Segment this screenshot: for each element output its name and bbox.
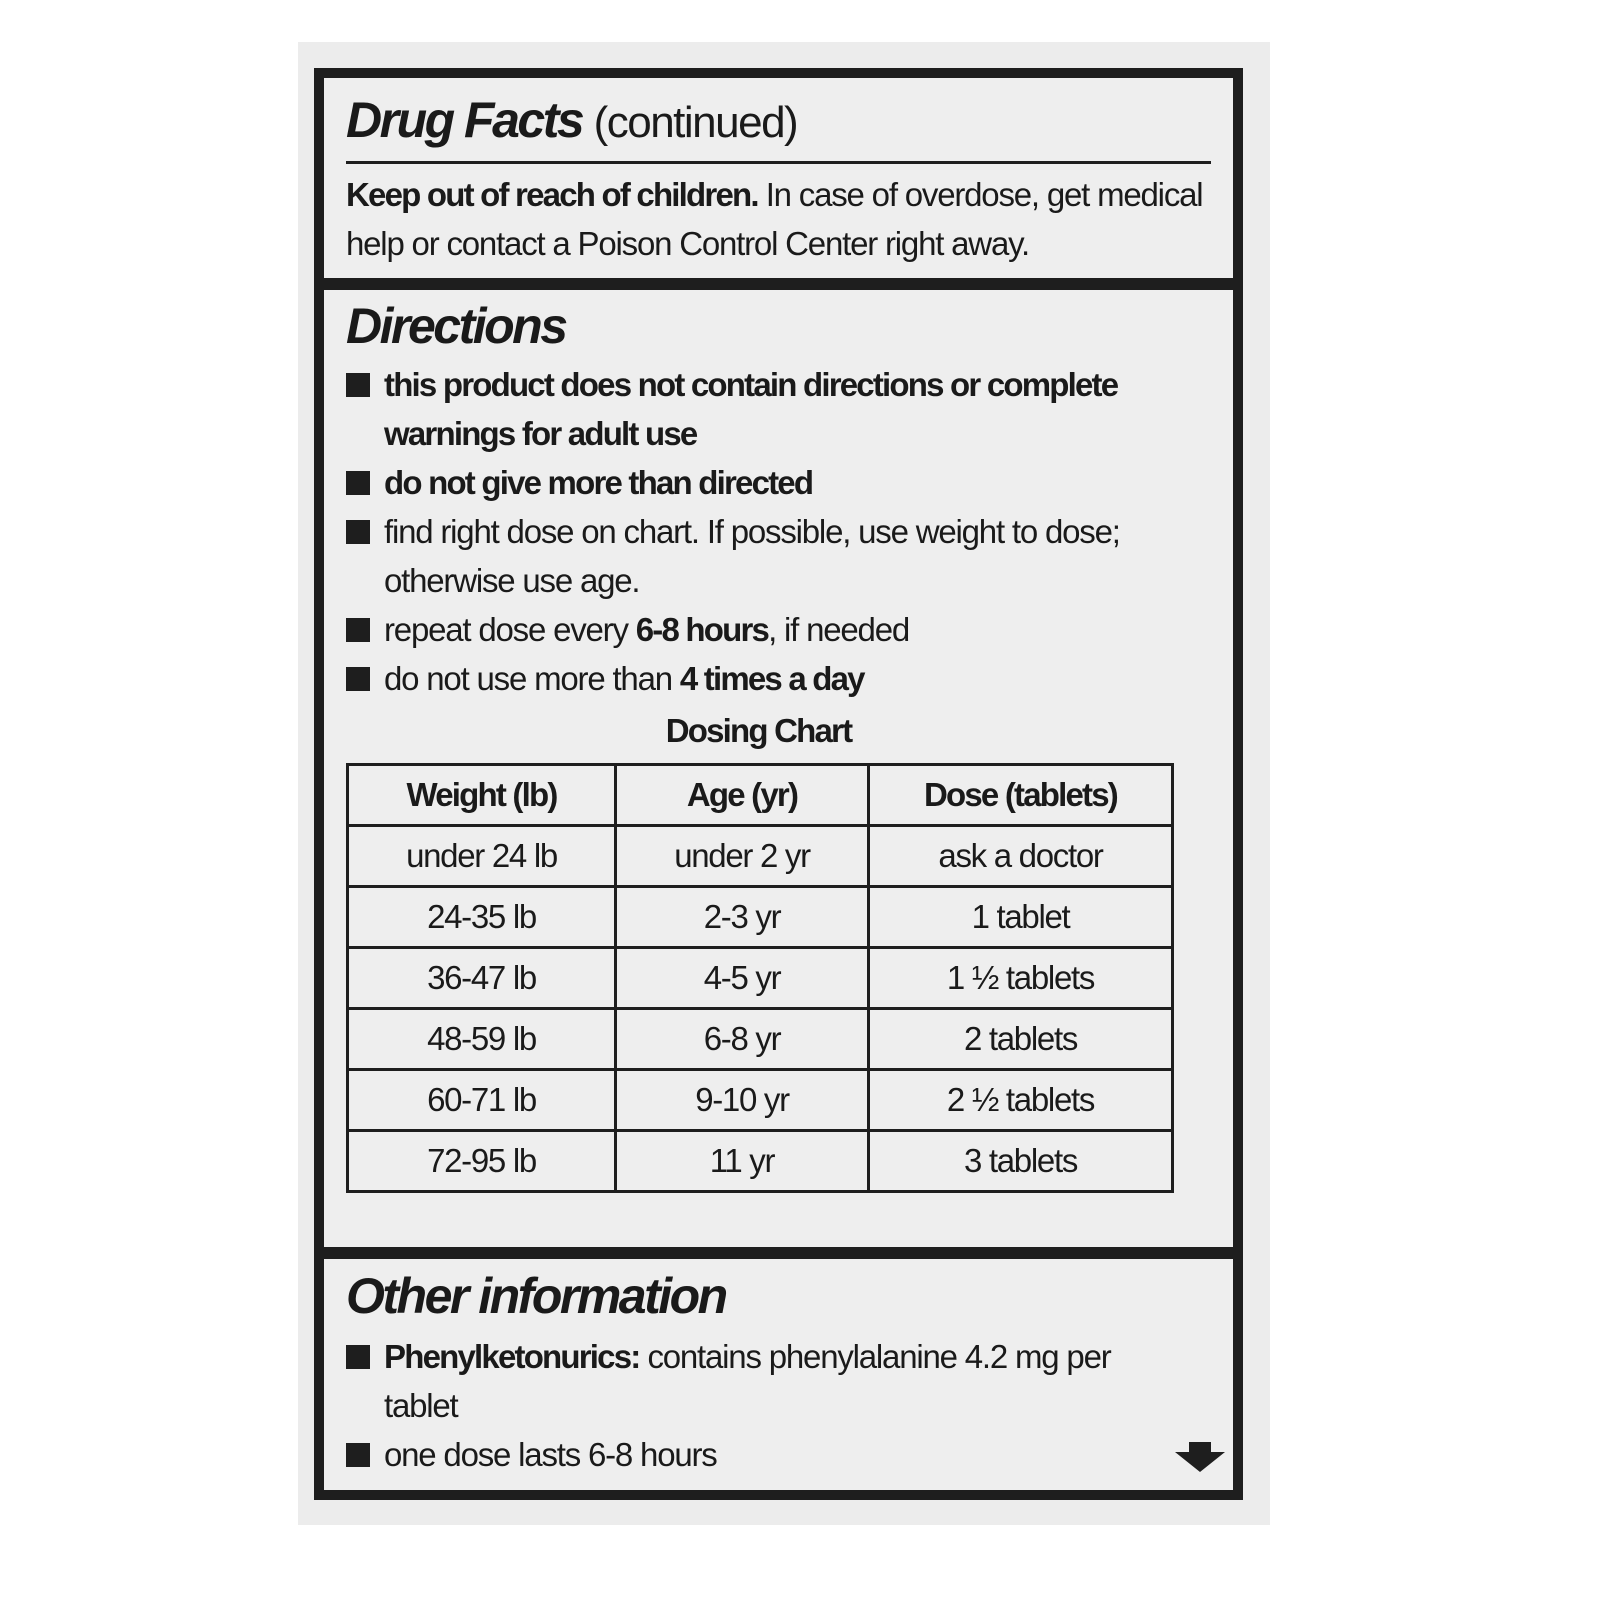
other-item bbox=[346, 1430, 1124, 1479]
direction-item bbox=[346, 360, 1211, 458]
square-bullet-icon bbox=[346, 1345, 370, 1369]
table-cell: 72-95 lb bbox=[348, 1131, 616, 1192]
table-row bbox=[348, 887, 1173, 948]
drug-facts-panel bbox=[314, 68, 1243, 1500]
dosing-chart-title: Dosing Chart bbox=[665, 712, 852, 749]
table-cell: under 24 lb bbox=[348, 826, 616, 887]
table-cell: 11 yr bbox=[616, 1131, 869, 1192]
directions-heading: Directions bbox=[346, 298, 566, 354]
item-text: do not use more than bbox=[384, 660, 680, 697]
header-section bbox=[346, 90, 1211, 268]
square-bullet-icon bbox=[346, 471, 370, 495]
item-bold: Phenylketonurics: bbox=[384, 1338, 640, 1375]
square-bullet-icon bbox=[346, 618, 370, 642]
table-cell: 1 ½ tablets bbox=[869, 948, 1173, 1009]
table-cell: 48-59 lb bbox=[348, 1009, 616, 1070]
table-cell: 24-35 lb bbox=[348, 887, 616, 948]
item-bold: 6-8 hours bbox=[635, 611, 769, 648]
arrow-down-icon bbox=[1175, 1442, 1225, 1472]
item-text: , if needed bbox=[768, 611, 910, 648]
direction-item bbox=[346, 507, 1211, 605]
table-cell: 2-3 yr bbox=[616, 887, 869, 948]
table-cell: ask a doctor bbox=[869, 826, 1173, 887]
drug-facts-title bbox=[346, 90, 1211, 153]
table-row bbox=[348, 1009, 1173, 1070]
table-cell: 9-10 yr bbox=[616, 1070, 869, 1131]
item-text: find right dose on chart. If possible, use weight to dose; otherwise use age. bbox=[384, 513, 1120, 599]
table-row bbox=[348, 948, 1173, 1009]
table-row bbox=[348, 826, 1173, 887]
table-cell: under 2 yr bbox=[616, 826, 869, 887]
section-divider bbox=[324, 1247, 1233, 1259]
square-bullet-icon bbox=[346, 667, 370, 691]
other-item bbox=[346, 1332, 1124, 1430]
title-text: Drug Facts bbox=[346, 92, 583, 148]
title-suffix: (continued) bbox=[593, 98, 798, 147]
item-text: repeat dose every bbox=[384, 611, 636, 648]
direction-item bbox=[346, 605, 1211, 654]
table-row bbox=[348, 1131, 1173, 1192]
table-row bbox=[348, 1070, 1173, 1131]
other-information-heading: Other information bbox=[346, 1268, 726, 1324]
direction-item bbox=[346, 654, 1211, 703]
divider bbox=[346, 161, 1211, 164]
square-bullet-icon bbox=[346, 373, 370, 397]
square-bullet-icon bbox=[346, 520, 370, 544]
header-age: Age (yr) bbox=[616, 765, 869, 826]
keep-out-text: In case of overdose, get medical help or contact a Poison Control Center right away. bbox=[346, 176, 1203, 262]
section-divider bbox=[324, 278, 1233, 290]
directions-section bbox=[346, 296, 1211, 1193]
item-bold: do not give more than directed bbox=[384, 464, 813, 501]
table-cell: 6-8 yr bbox=[616, 1009, 869, 1070]
table-header-row bbox=[348, 765, 1173, 826]
table-cell: 36-47 lb bbox=[348, 948, 616, 1009]
table-cell: 2 tablets bbox=[869, 1009, 1173, 1070]
table-cell: 2 ½ tablets bbox=[869, 1070, 1173, 1131]
item-text: contains phenylalanine 4.2 mg per tablet bbox=[384, 1338, 1111, 1424]
item-text: one dose lasts 6-8 hours bbox=[384, 1436, 717, 1473]
header-dose: Dose (tablets) bbox=[869, 765, 1173, 826]
dosing-chart-table bbox=[346, 763, 1174, 1193]
header-weight: Weight (lb) bbox=[348, 765, 616, 826]
directions-list bbox=[346, 360, 1211, 703]
direction-item bbox=[346, 458, 1211, 507]
item-bold: 4 times a day bbox=[679, 660, 864, 697]
other-list bbox=[346, 1332, 1211, 1479]
table-cell: 4-5 yr bbox=[616, 948, 869, 1009]
keep-out-warning bbox=[346, 170, 1226, 268]
table-cell: 3 tablets bbox=[869, 1131, 1173, 1192]
keep-out-bold: Keep out of reach of children. bbox=[346, 176, 758, 213]
table-cell: 1 tablet bbox=[869, 887, 1173, 948]
table-cell: 60-71 lb bbox=[348, 1070, 616, 1131]
square-bullet-icon bbox=[346, 1443, 370, 1467]
item-bold: this product does not contain directions or complete warnings for adult use bbox=[384, 366, 1118, 452]
other-information-section bbox=[346, 1266, 1211, 1479]
